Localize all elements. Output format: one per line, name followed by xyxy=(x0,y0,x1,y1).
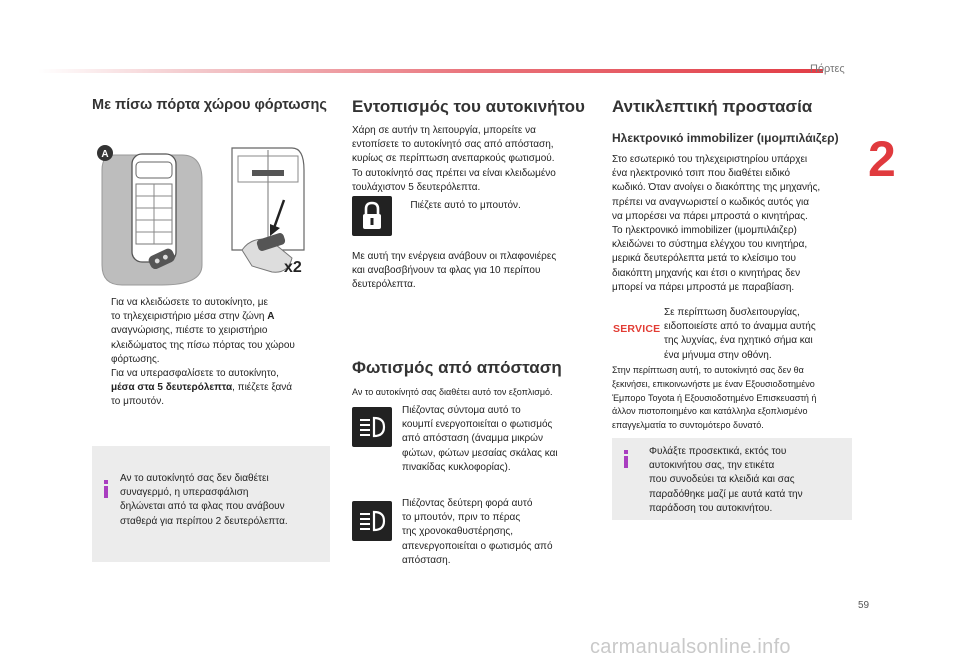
info-line: δηλώνεται από τα φλας που ανάβουν xyxy=(120,501,285,513)
para-line: Το αυτοκίνητό σας πρέπει να είναι κλειδωμένο xyxy=(352,167,556,179)
light-button-image-2 xyxy=(352,501,392,541)
para-line: πινακίδας κυκλοφορίας). xyxy=(402,461,511,473)
para-line: πρέπει να αναγνωριστεί ο κωδικός αυτός για xyxy=(612,196,810,208)
headlight-icon xyxy=(352,501,392,541)
para-line: Σε περίπτωση δυσλειτουργίας, xyxy=(664,307,800,318)
remote-lighting-intro: Αν το αυτοκίνητό σας διαθέτει αυτό τον εξοπλισμό. xyxy=(352,387,553,397)
zone-letter: A xyxy=(101,149,109,160)
para-line: Πιέζοντας σύντομα αυτό το xyxy=(402,405,521,416)
para-line: Έμπορο Toyota ή Εξουσιοδοτημένο Επισκευαστή ή xyxy=(612,392,817,403)
info-icon xyxy=(101,480,111,498)
para-line: της χρονοκαθυστέρησης, xyxy=(402,526,514,538)
bullet-item xyxy=(92,367,328,410)
lock-instructions xyxy=(92,296,328,410)
immobilizer-subtitle: Ηλεκτρονικό immobilizer (ιμομπιλάιζερ) xyxy=(612,131,839,145)
info-line: Φυλάξτε προσεκτικά, εκτός του xyxy=(649,446,787,457)
section-label: Πόρτες xyxy=(810,63,845,75)
info-icon xyxy=(621,450,631,468)
para-line: κουμπί ενεργοποιείται ο φωτισμός xyxy=(402,419,553,431)
service-text xyxy=(664,306,854,363)
para-line: της λυχνίας, ένα ηχητικό σήμα και xyxy=(664,335,813,347)
lights-flash-text xyxy=(352,250,597,293)
info-line: παράδοση του αυτοκινήτου. xyxy=(649,502,773,514)
para-line: εντοπίσετε το αυτοκίνητό σας από απόσταση, xyxy=(352,139,554,151)
van-zone-diagram xyxy=(92,140,318,290)
bullet-line: Για να κλειδώσετε το αυτοκίνητο, με xyxy=(111,297,268,308)
light-button-image xyxy=(352,407,392,447)
para-line: μερικά δευτερόλεπτα μετά το κλείσιμο του xyxy=(612,253,797,265)
bullet-line: το μπουτόν. xyxy=(111,396,164,408)
anti-theft-title: Αντικλεπτική προστασία xyxy=(612,97,813,116)
para-line: ειδοποιείστε από το άναμμα αυτής xyxy=(664,321,816,333)
para-line: από απόσταση (άναμμα μικρών xyxy=(402,433,543,445)
info-box-superlock xyxy=(92,446,330,562)
bullet-item xyxy=(92,296,328,367)
para-line: κωδικό. Όταν ανοίγει ο διακόπτης της μηχανής, xyxy=(612,182,821,194)
zone-ref: A xyxy=(267,311,275,323)
light-off-text xyxy=(402,497,602,568)
para-line: Στο εσωτερικό του τηλεχειριστηρίου υπάρχει xyxy=(612,154,808,165)
para-line: επαγγελματία το συντομότερο δυνατό. xyxy=(612,420,764,431)
para-line: απενεργοποιείται ο φωτισμός από xyxy=(402,540,553,552)
bullet-line: αναγνώρισης, πιέστε το χειριστήριο xyxy=(111,325,268,337)
para-line: Στην περίπτωση αυτή, το αυτοκίνητό σας δεν θα xyxy=(612,365,804,375)
chapter-number: 2 xyxy=(868,131,896,187)
para-line: Χάρη σε αυτήν τη λειτουργία, μπορείτε να xyxy=(352,125,536,136)
info-text xyxy=(120,472,325,529)
lock-button-instruction xyxy=(402,199,521,213)
headlight-icon xyxy=(352,407,392,447)
para-line: δευτερόλεπτα. xyxy=(352,279,416,291)
para-line: κυρίως σε περίπτωση ανεπαρκούς φωτισμού. xyxy=(352,153,555,165)
immobilizer-text xyxy=(612,153,857,295)
time-emphasis: μέσα στα 5 δευτερόλεπτα xyxy=(111,382,233,394)
key-fob-illustration xyxy=(92,140,318,290)
info-line: που συνοδεύει τα κλειδιά και σας xyxy=(649,474,795,486)
para-line: και αναβοσβήνουν τα φλας για 10 περίπου xyxy=(352,265,541,277)
info-line: συναγερμό, η υπερασφάλιση xyxy=(120,487,249,499)
para-line: φώτων, φώτων μεσαίας σκάλας και xyxy=(402,447,558,459)
watermark: carmanualsonline.info xyxy=(590,636,791,658)
bullet-line: το τηλεχειριστήριο μέσα στην ζώνη xyxy=(111,311,268,323)
bullet-line: φόρτωσης. xyxy=(111,353,160,365)
para-line: απόσταση. xyxy=(402,554,451,566)
info-box-key-label xyxy=(612,438,852,520)
para-line: ξεκινήσει, επικοινωνήστε με έναν Εξουσιοδοτημένο xyxy=(612,378,815,389)
light-on-text xyxy=(402,404,602,475)
page-number: 59 xyxy=(858,600,870,611)
para-line: το μπουτόν, πριν το πέρας xyxy=(402,512,521,524)
info-line: παραδόθηκε μαζί με αυτά κατά την xyxy=(649,488,803,500)
lock-button-image xyxy=(352,196,392,236)
info-line: σταθερά για περίπου 2 δευτερόλεπτα. xyxy=(120,515,288,527)
info-line: αυτοκινήτου σας, την ετικέτα xyxy=(649,460,775,472)
para-line: Το ηλεκτρονικό immobilizer (ιμομπιλάιζερ) xyxy=(612,225,797,237)
para-line: ένα μήνυμα στην οθόνη. xyxy=(664,349,772,361)
para-line: Πιέζοντας δεύτερη φορά αυτό xyxy=(402,498,533,509)
header-gradient-bar xyxy=(38,69,823,73)
locate-vehicle-title: Εντοπισμός του αυτοκινήτου xyxy=(352,97,585,116)
malfunction-text xyxy=(612,364,862,433)
service-warning-icon: SERVICE xyxy=(613,323,661,335)
info-line: Αν το αυτοκίνητό σας δεν διαθέτει xyxy=(120,473,269,484)
para-line: να μπορέσει να πάρει μπροστά ο κινητήρας. xyxy=(612,210,808,222)
info-text xyxy=(649,445,847,516)
press-twice-label: x2 xyxy=(284,259,302,276)
locate-vehicle-text xyxy=(352,124,597,195)
remote-lighting-title: Φωτισμός από απόσταση xyxy=(352,358,562,377)
para-line: διακόπτη μηχανής και έτσι ο κινητήρας δεν xyxy=(612,267,801,279)
bullet-line: Για να υπερασφαλίσετε το αυτοκίνητο, xyxy=(111,368,279,380)
para-line: ένα ηλεκτρονικό τσιπ που διαθέτει ειδικό xyxy=(612,168,791,180)
para-line: κλειδώνει το σύστημα ελέγχου του κινητήρα, xyxy=(612,239,808,251)
padlock-icon xyxy=(352,196,392,236)
para-line: Με αυτή την ενέργεια ανάβουν οι πλαφονιέρες xyxy=(352,251,557,262)
para-line: τουλάχιστον 5 δευτερόλεπτα. xyxy=(352,181,481,193)
para-line: μπορεί να πάρει μπροστά με παραβίαση. xyxy=(612,281,795,293)
rear-door-title: Με πίσω πόρτα χώρου φόρτωσης xyxy=(92,97,327,113)
instruction-text: Πιέζετε αυτό το μπουτόν. xyxy=(410,200,521,211)
bullet-line: , πιέζετε ξανά xyxy=(232,382,293,394)
bullet-line: κλειδώματος της πίσω πόρτας του χώρου xyxy=(111,339,295,351)
para-line: άλλον πιστοποιημένο και κατάλληλα εξοπλισμένο xyxy=(612,406,808,417)
